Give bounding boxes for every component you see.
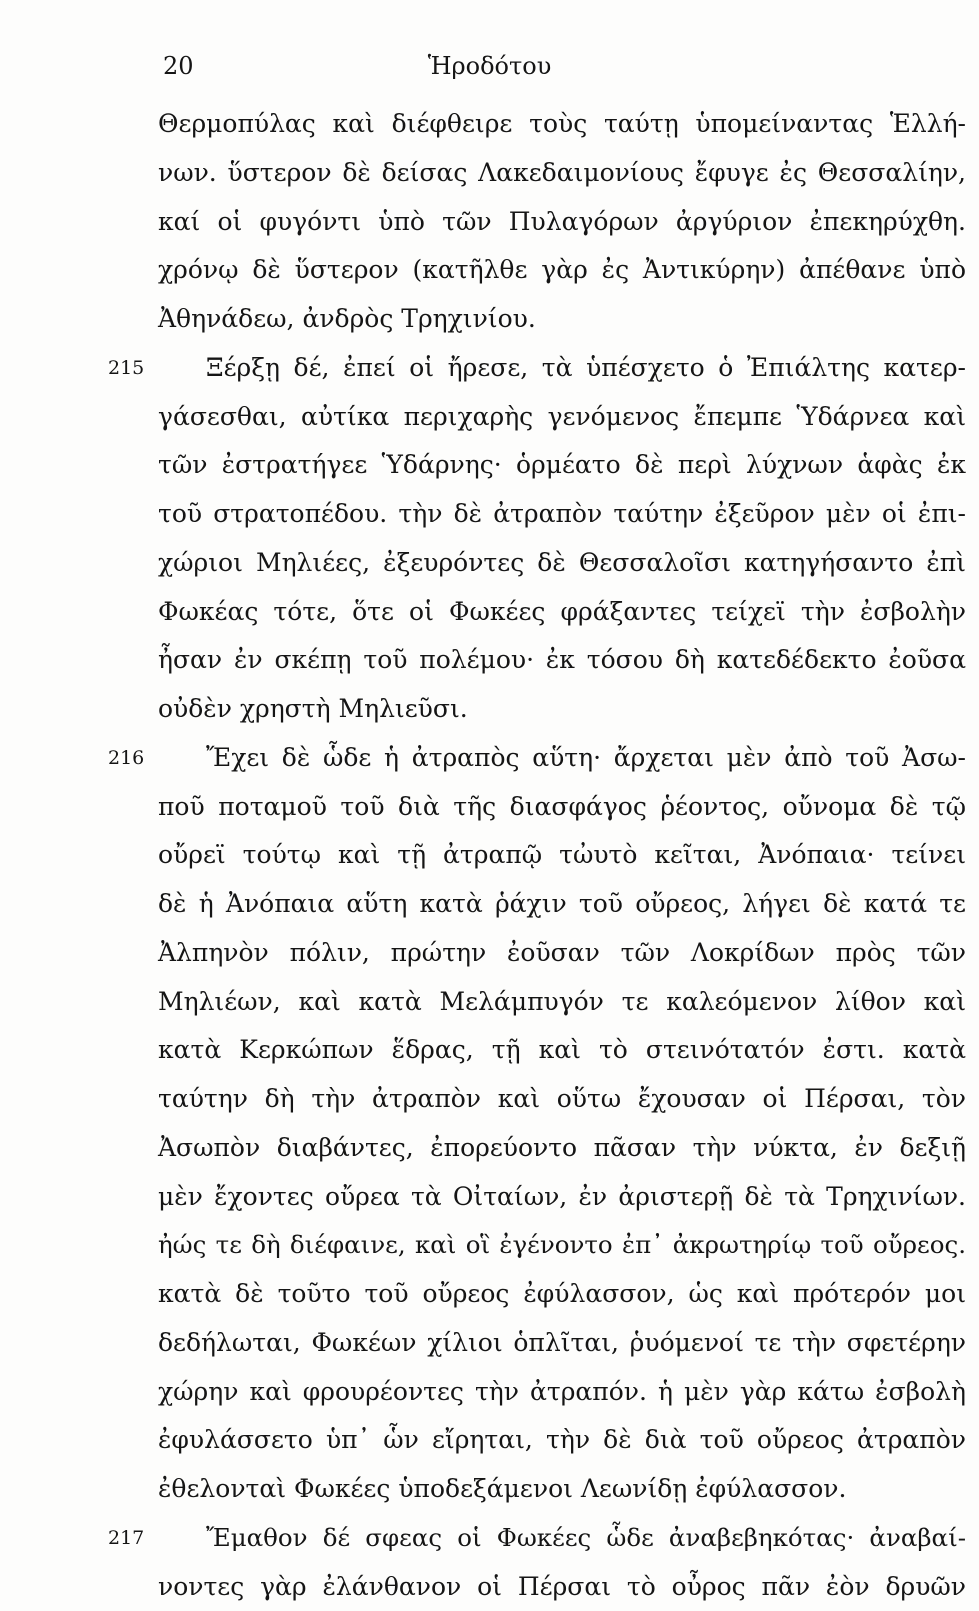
text-line <box>158 734 966 783</box>
line-text: Θερμοπύλας καὶ διέφθειρε τοὺς ταύτῃ ὑπομείναντας Ἑλλή- <box>158 100 966 149</box>
line-text: ἠώς τε δὴ διέφαινε, καὶ οἳ ἐγένοντο ἐπ᾽ ἀκρωτηρίῳ τοῦ οὔρεος. <box>158 1221 966 1270</box>
text-line <box>158 198 966 247</box>
page-number: 20 <box>163 52 194 80</box>
text-line <box>158 978 966 1027</box>
text-line <box>158 1319 966 1368</box>
text-line <box>158 1514 966 1563</box>
line-text: χώριοι Μηλιέες, ἐξευρόντες δὲ Θεσσαλοῖσι κατηγήσαντο ἐπὶ <box>158 539 966 588</box>
text-line <box>158 539 966 588</box>
line-text: Μηλιέων, καὶ κατὰ Μελάμπυγόν τε καλεόμενον λίθον καὶ <box>158 978 966 1027</box>
text-line <box>158 1221 966 1270</box>
line-text: δὲ ἡ Ἀνόπαια αὕτη κατὰ ῥάχιν τοῦ οὔρεος, λήγει δὲ κατά τε <box>158 880 966 929</box>
line-text: Ἀθηνάδεω, ἀνδρὸς Τρηχινίου. <box>158 295 536 344</box>
text-line <box>158 100 966 149</box>
text-line <box>158 1416 966 1465</box>
line-text: Ἀλπηνὸν πόλιν, πρώτην ἐοῦσαν τῶν Λοκρίδων πρὸς τῶν <box>158 929 966 978</box>
text-line <box>158 880 966 929</box>
line-text: χώρην καὶ φρουρέοντες τὴν ἀτραπόν. ἡ μὲν γὰρ κάτω ἐσβολὴ <box>158 1368 966 1417</box>
text-line <box>158 490 966 539</box>
text-line <box>158 1075 966 1124</box>
line-text: δεδήλωται, Φωκέων χίλιοι ὁπλῖται, ῥυόμενοί τε τὴν σφετέρην <box>158 1319 966 1368</box>
text-line <box>158 1368 966 1417</box>
line-text: νοντες γὰρ ἐλάνθανον οἱ Πέρσαι τὸ οὖρος πᾶν ἐὸν δρυῶν <box>158 1563 966 1611</box>
line-text: γάσεσθαι, αὐτίκα περιχαρὴς γενόμενος ἔπεμπε Ὑδάρνεα καὶ <box>158 393 966 442</box>
body-text <box>158 100 966 1611</box>
text-line <box>158 831 966 880</box>
text-line <box>158 1270 966 1319</box>
text-line <box>158 393 966 442</box>
line-text: οὐδὲν χρηστὴ Μηλιεῦσι. <box>158 685 468 734</box>
section-number: 217 <box>108 1514 144 1563</box>
text-line <box>158 1026 966 1075</box>
running-title: Ἡροδότου <box>0 52 979 80</box>
line-text: ποῦ ποταμοῦ τοῦ διὰ τῆς διασφάγος ῥέοντος, οὔνομα δὲ τῷ <box>158 783 966 832</box>
text-line <box>158 344 966 393</box>
line-text: ταύτην δὴ τὴν ἀτραπὸν καὶ οὕτω ἔχουσαν οἱ Πέρσαι, τὸν <box>158 1075 966 1124</box>
text-line <box>158 149 966 198</box>
line-text: οὔρεϊ τούτῳ καὶ τῇ ἀτραπῷ τὠυτὸ κεῖται, Ἀνόπαια· τείνει <box>158 831 966 880</box>
line-text: χρόνῳ δὲ ὕστερον (κατῆλθε γὰρ ἐς Ἀντικύρην) ἀπέθανε ὑπὸ <box>158 246 966 295</box>
text-line <box>158 929 966 978</box>
line-text: Ἔμαθον δέ σφεας οἱ Φωκέες ὧδε ἀναβεβηκότας· ἀναβαί- <box>158 1514 966 1563</box>
line-text: καί οἱ φυγόντι ὑπὸ τῶν Πυλαγόρων ἀργύριον ἐπεκηρύχθη. <box>158 198 966 247</box>
line-text: ἦσαν ἐν σκέπῃ τοῦ πολέμου· ἐκ τόσου δὴ κατεδέδεκτο ἐοῦσα <box>158 636 966 685</box>
text-line <box>158 685 966 734</box>
text-line <box>158 1465 966 1514</box>
section-number: 215 <box>108 344 144 393</box>
line-text: νων. ὕστερον δὲ δείσας Λακεδαιμονίους ἔφυγε ἐς Θεσσαλίην, <box>158 149 966 198</box>
line-text: κατὰ δὲ τοῦτο τοῦ οὔρεος ἐφύλασσον, ὡς καὶ πρότερόν μοι <box>158 1270 966 1319</box>
line-text: μὲν ἔχοντες οὔρεα τὰ Οἰταίων, ἐν ἀριστερῇ δὲ τὰ Τρηχινίων. <box>158 1173 966 1222</box>
text-line <box>158 588 966 637</box>
section-number: 216 <box>108 734 144 783</box>
text-line <box>158 636 966 685</box>
line-text: τοῦ στρατοπέδου. τὴν δὲ ἀτραπὸν ταύτην ἐξεῦρον μὲν οἱ ἐπι- <box>158 490 966 539</box>
page-header <box>0 52 979 86</box>
line-text: Ξέρξῃ δέ, ἐπεί οἱ ἤρεσε, τὰ ὑπέσχετο ὁ Ἐπιάλτης κατερ- <box>158 344 966 393</box>
text-line <box>158 295 966 344</box>
line-text: Ἔχει δὲ ὧδε ἡ ἀτραπὸς αὕτη· ἄρχεται μὲν ἀπὸ τοῦ Ἀσω- <box>158 734 966 783</box>
line-text: Φωκέας τότε, ὅτε οἱ Φωκέες φράξαντες τείχεϊ τὴν ἐσβολὴν <box>158 588 966 637</box>
line-text: Ἀσωπὸν διαβάντες, ἐπορεύοντο πᾶσαν τὴν νύκτα, ἐν δεξιῇ <box>158 1124 966 1173</box>
line-text: κατὰ Κερκώπων ἕδρας, τῇ καὶ τὸ στεινότατόν ἐστι. κατὰ <box>158 1026 966 1075</box>
text-line <box>158 246 966 295</box>
line-text: ἐθελονταὶ Φωκέες ὑποδεξάμενοι Λεωνίδῃ ἐφύλασσον. <box>158 1465 846 1514</box>
text-line <box>158 441 966 490</box>
line-text: τῶν ἐστρατήγεε Ὑδάρνης· ὁρμέατο δὲ περὶ λύχνων ἁφὰς ἐκ <box>158 441 966 490</box>
text-line <box>158 783 966 832</box>
text-line <box>158 1563 966 1611</box>
text-line <box>158 1124 966 1173</box>
line-text: ἐφυλάσσετο ὑπ᾽ ὧν εἴρηται, τὴν δὲ διὰ τοῦ οὔρεος ἀτραπὸν <box>158 1416 966 1465</box>
text-line <box>158 1173 966 1222</box>
